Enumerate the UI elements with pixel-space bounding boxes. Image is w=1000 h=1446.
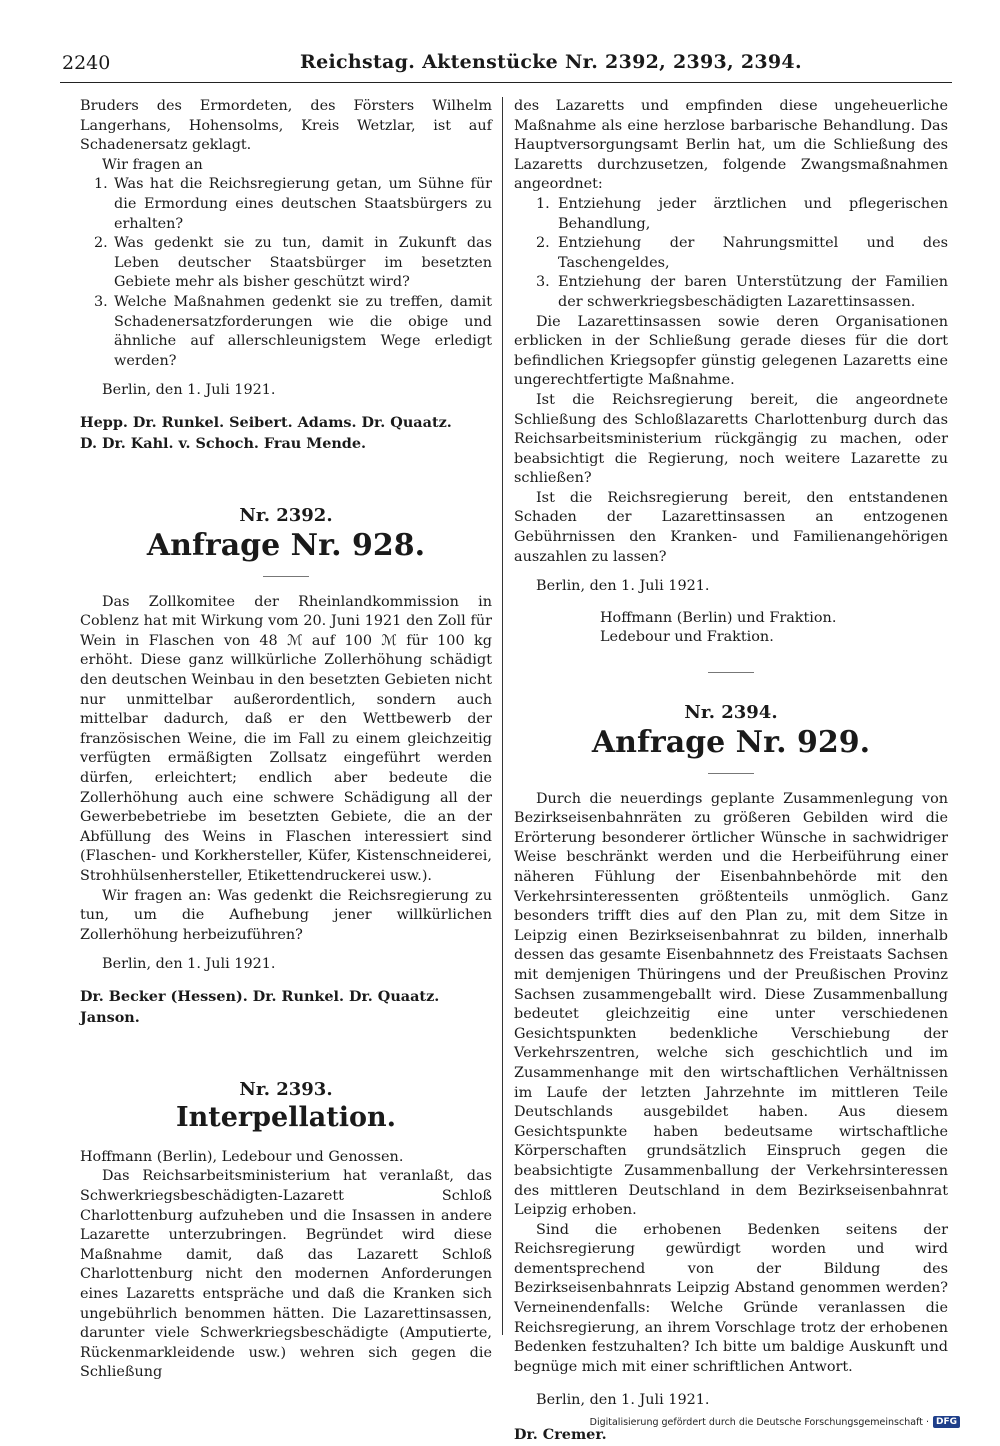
paragraph: Das Reichsarbeitsministerium hat veranlaßt, das Schwerkriegsbeschädigten-Lazarett Schloß Charlottenburg aufzuheben und die Insassen in andere Lazarette unterzubringen. Begründet wird diese Maßnahme damit, daß das Lazarett Schloß Charlottenburg nicht den modernen Anforderungen eines Lazaretts entspräche und daß die Kranken sich ungebührlich benommen hätten. Die Lazarettinsassen, darunter viele Schwerkriegsbeschädigte (Amputierte, Rückenmarkleidende usw.) wehren sich gegen die Schließung — [80, 1168, 492, 1381]
page-number: 2240 — [62, 52, 111, 74]
signature-line: Ledebour und Fraktion. — [600, 629, 774, 646]
paragraph: Das Zollkomitee der Rheinlandkommission in Coblenz hat mit Wirkung vom 20. Juni 1921 den Zoll für Wein in Flaschen von 48 ℳ auf 100 ℳ für 100 kg erhöht. Diese ganz willkürliche Zollerhöhung schädigt den deutschen Weinbau in den besetzten Gebieten nicht nur unmittelbar außerordentlich, sondern auch mittelbar dadurch, daß er den Wettbewerb der französischen Weine, die im Fall zu einem gleichzeitig verfügten ermäßigten Zollsatz eingeführt werden dürfen, erleichtert; endlich aber bedeute die Zollerhöhung auch eine schwere Schädigung all der Gewerbebetriebe im besetzten Gebiete, die an der Abfüllung des Weins in Flaschen interessiert sind (Flaschen- und Korkhersteller, Küfer, Kistenschneiderei, Strohhülsenhersteller, Etikettendruckerei usw.). — [80, 593, 492, 884]
signature-line: Janson. — [80, 1008, 140, 1026]
paragraph: Sind die erhobenen Bedenken seitens der Reichsregierung gewürdigt worden und wird dementsprechend von der Bildung des Bezirkseisenbahnrats Leipzig Abstand genommen werden? Verneinendenfalls: Welche Gründe veranlassen die Reichsregierung, an ihrem Vorschlage trotz der erhobenen Bedenken festzuhalten? Ich bitte um baldige Auskunft und begnüge mich mit einer schriftlichen Antwort. — [514, 1221, 948, 1375]
item-text: Entziehung der baren Unterstützung der Familien der schwerkriegsbeschädigten Lazarettinsassen. — [558, 274, 948, 310]
right-column — [514, 97, 948, 1446]
item-number: 3. — [94, 293, 108, 310]
section-number-2393: Nr. 2393. — [239, 1079, 333, 1101]
paragraph: Ist die Reichsregierung bereit, die angeordnete Schließung des Schloßlazaretts Charlottenburg durch das Reichsarbeitsministerium rückgängig zu machen, oder beabsichtigt die Regierung, noch weitere Lazarette zu schließen? — [514, 391, 948, 487]
date-line: Berlin, den 1. Juli 1921. — [102, 956, 276, 973]
measure-list — [514, 195, 948, 313]
item-text: Entziehung der Nahrungsmittel und des Taschengeldes, — [558, 235, 948, 271]
continuation-paragraph: des Lazaretts und empfinden diese ungeheuerliche Maßnahme als eine herzlose barbarische Behandlung. Das Hauptversorgungsamt Berlin hat, um die Schließung des Lazaretts durchzusetzen, folgende Zwangsmaßnahmen angeordnet: — [514, 98, 948, 193]
item-text: Entziehung jeder ärztlichen und pflegerischen Behandlung, — [558, 195, 948, 232]
column-divider — [502, 97, 503, 1335]
section-title-2394: Anfrage Nr. 929. — [591, 724, 871, 760]
interpellation-authors: Hoffmann (Berlin), Ledebour und Genossen. — [80, 1148, 404, 1165]
list-item — [80, 175, 492, 234]
item-number: 3. — [536, 274, 550, 291]
list-item — [80, 234, 492, 293]
item-text: Was gedenkt sie zu tun, damit in Zukunft das Leben deutscher Staatsbürger im besetzten Gebiete mehr als bisher geschützt wird? — [114, 235, 492, 291]
date-line: Berlin, den 1. Juli 1921. — [102, 382, 276, 399]
list-item — [514, 195, 948, 234]
list-item — [514, 273, 948, 312]
signature-line: Hoffmann (Berlin) und Fraktion. — [600, 609, 837, 626]
section-title-2393: Interpellation. — [176, 1101, 396, 1133]
ask-line: Wir fragen an — [102, 156, 203, 173]
intro-paragraph: Bruders des Ermordeten, des Försters Wilhelm Langerhans, Hohensolms, Kreis Wetzlar, ist auf Schadenersatz geklagt. — [80, 98, 492, 154]
paragraph: Durch die neuerdings geplante Zusammenlegung von Bezirkseisenbahnräten zu größeren Gebilden wird die Erörterung besonderer örtlicher Wünsche in sachwidriger Weise beschränkt werden und die Herbeiführung einer näheren Fühlung der Eisenbahnbehörde mit den Verkehrsinteressenten größtenteils unmöglich. Ganz besonders trifft dies auf den Plan zu, mit dem Sitze in Leipzig einen Bezirkseisenbahnrat zu bilden, innerhalb dessen das gesamte Eisenbahnnetz des Freistaats Sachsen mit demjenigen Thüringens und der Preußischen Provinz Sachsen zusammengeballt wird. Diese Zusammenballung bedeutet gleichzeitig eine unter verschiedenen Gesichtspunkten bedenkliche Verschiebung der Verkehrszentren, welche sich geschichtlich und im Zusammenhange mit den wirtschaftlichen Verhältnissen im Laufe der letzten Jahrzehnte im mittleren Teile Deutschlands ausgebildet haben. Aus diesem Gesichtspunkte haben bedeutsame wirtschaftliche Körperschaften grundsätzlich Einspruch gegen die beabsichtigte Zusammenballung der Verkehrsinteressen des mittleren Deutschland in dem Bezirkseisenbahnrat Leipzig erhoben. — [514, 790, 948, 1219]
left-column — [80, 97, 492, 1383]
item-number: 2. — [94, 235, 108, 252]
signature-line: D. Dr. Kahl. v. Schoch. Frau Mende. — [80, 434, 367, 452]
paragraph: Die Lazarettinsassen sowie deren Organisationen erblicken in der Schließung gerade dieses für die dort befindlichen Kriegsopfer günstig gelegenen Lazaretts eine ungerechtfertigte Maßnahme. — [514, 313, 948, 389]
running-title: Reichstag. Aktenstücke Nr. 2392, 2393, 2394. — [300, 51, 802, 73]
footer-text: Digitalisierung gefördert durch die Deutsche Forschungsgemeinschaft · — [589, 1416, 929, 1428]
section-number-2392: Nr. 2392. — [239, 505, 333, 527]
list-item — [514, 234, 948, 273]
signature-line: Dr. Becker (Hessen). Dr. Runkel. Dr. Quaatz. — [80, 987, 440, 1005]
paragraph: Ist die Reichsregierung bereit, den entstandenen Schaden der Lazarettinsassen an entzogenen Gebührnissen den Kranken- und Familienangehörigen auszahlen zu lassen? — [514, 489, 948, 565]
question-list — [80, 175, 492, 371]
signature-line: Hepp. Dr. Runkel. Seibert. Adams. Dr. Quaatz. — [80, 413, 452, 431]
item-number: 1. — [94, 176, 108, 193]
item-text: Welche Maßnahmen gedenkt sie zu treffen, damit Schadenersatzforderungen wie die obige und ähnliche auf allerschleunigstem Wege erledigt werden? — [114, 293, 492, 369]
item-number: 1. — [536, 195, 550, 212]
section-number-2394: Nr. 2394. — [684, 702, 778, 724]
signature-line: Dr. Cremer. — [514, 1426, 607, 1444]
item-text: Was hat die Reichsregierung getan, um Sühne für die Ermordung eines deutschen Staatsbürgers zu erhalten? — [114, 176, 492, 232]
section-rule — [708, 773, 754, 774]
list-item — [80, 293, 492, 371]
page-header — [60, 48, 952, 83]
section-rule — [708, 672, 754, 673]
footer-credit — [590, 1416, 960, 1428]
date-line: Berlin, den 1. Juli 1921. — [536, 1392, 710, 1409]
dfg-logo-icon: DFG — [933, 1416, 960, 1428]
paragraph: Wir fragen an: Was gedenkt die Reichsregierung zu tun, um die Aufhebung jener willkürlichen Zollerhöhung herbeizuführen? — [80, 887, 492, 943]
item-number: 2. — [536, 235, 550, 252]
section-rule — [263, 576, 309, 577]
date-line: Berlin, den 1. Juli 1921. — [536, 578, 710, 595]
section-title-2392: Anfrage Nr. 928. — [146, 527, 426, 563]
